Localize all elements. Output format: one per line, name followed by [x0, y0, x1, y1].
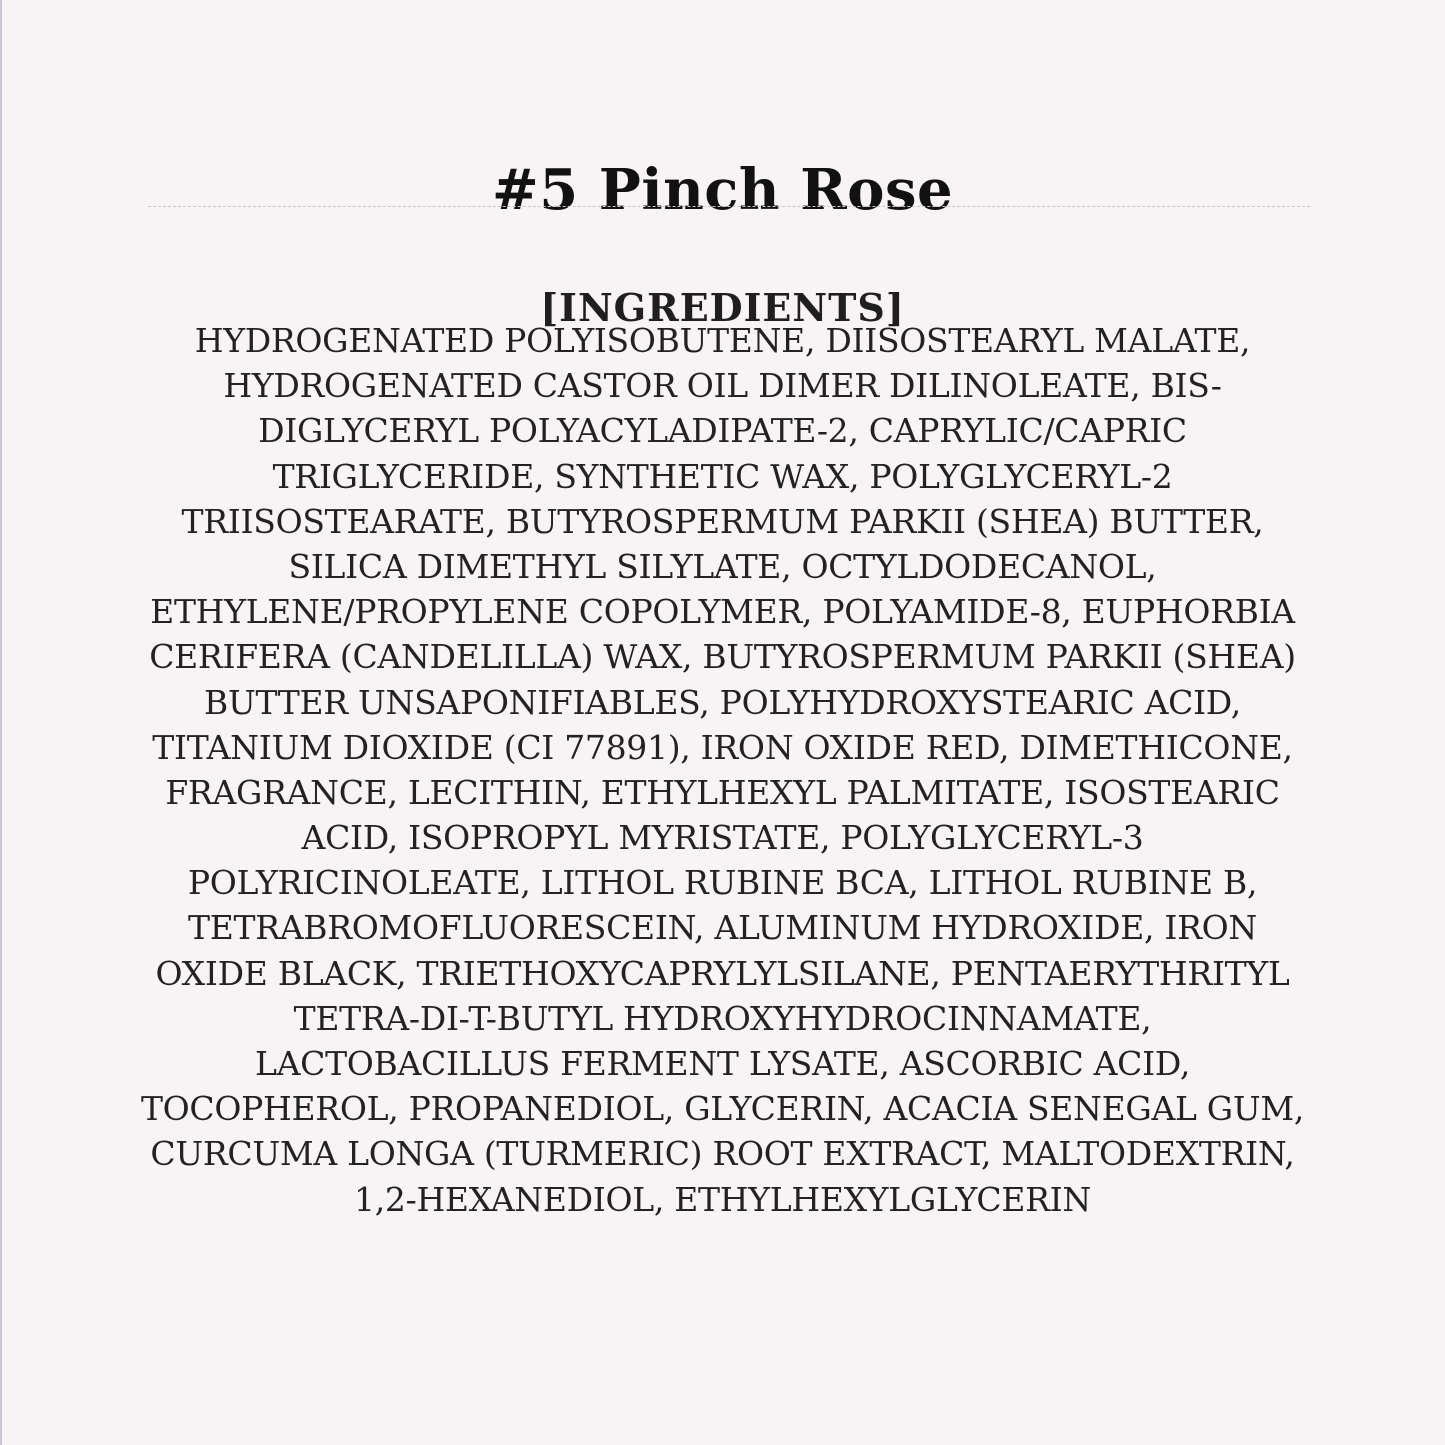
ingredient-line: OXIDE BLACK, TRIETHOXYCAPRYLYLSILANE, PENTAERYTHRITYL — [155, 953, 1290, 993]
ingredient-line: HYDROGENATED POLYISOBUTENE, DIISOSTEARYL MALATE, — [194, 321, 1251, 360]
ingredient-line: DIGLYCERYL POLYACYLADIPATE-2, CAPRYLIC/CAPRIC — [258, 411, 1187, 451]
ingredient-line: TETRABROMOFLUORESCEIN, ALUMINUM HYDROXIDE, IRON — [188, 908, 1257, 948]
ingredients-list — [120, 318, 1325, 1222]
ingredient-line: ACID, ISOPROPYL MYRISTATE, POLYGLYCERYL-3 — [301, 818, 1144, 858]
product-title: #5 Pinch Rose — [491, 156, 954, 223]
ingredient-line: CERIFERA (CANDELILLA) WAX, BUTYROSPERMUM PARKII (SHEA) — [149, 637, 1296, 677]
ingredient-line: HYDROGENATED CASTOR OIL DIMER DILINOLEATE, BIS- — [223, 366, 1222, 406]
dashed-divider — [148, 206, 1310, 207]
ingredient-line: FRAGRANCE, LECITHIN, ETHYLHEXYL PALMITATE, ISOSTEARIC — [165, 772, 1280, 812]
ingredient-line: TRIISOSTEARATE, BUTYROSPERMUM PARKII (SHEA) BUTTER, — [181, 501, 1264, 541]
ingredient-line: TETRA-DI-T-BUTYL HYDROXYHYDROCINNAMATE, — [293, 998, 1152, 1038]
ingredient-line: SILICA DIMETHYL SILYLATE, OCTYLDODECANOL, — [288, 546, 1157, 586]
ingredient-line: CURCUMA LONGA (TURMERIC) ROOT EXTRACT, MALTODEXTRIN, — [150, 1134, 1295, 1174]
ingredient-line: LACTOBACILLUS FERMENT LYSATE, ASCORBIC ACID, — [254, 1044, 1191, 1083]
ingredient-line: BUTTER UNSAPONIFIABLES, POLYHYDROXYSTEARIC ACID, — [204, 682, 1241, 722]
ingredient-line: 1,2-HEXANEDIOL, ETHYLHEXYLGLYCERIN — [354, 1179, 1091, 1219]
ingredient-line: POLYRICINOLEATE, LITHOL RUBINE BCA, LITHOL RUBINE B, — [187, 863, 1258, 903]
ingredients-heading: [INGREDIENTS] — [540, 284, 905, 330]
ingredient-line: ETHYLENE/PROPYLENE COPOLYMER, POLYAMIDE-8, EUPHORBIA — [150, 592, 1295, 632]
ingredient-line: TITANIUM DIOXIDE (CI 77891), IRON OXIDE RED, DIMETHICONE, — [152, 727, 1293, 767]
ingredient-line: TOCOPHEROL, PROPANEDIOL, GLYCERIN, ACACIA SENEGAL GUM, — [140, 1089, 1305, 1129]
ingredient-line: TRIGLYCERIDE, SYNTHETIC WAX, POLYGLYCERYL-2 — [272, 456, 1173, 496]
